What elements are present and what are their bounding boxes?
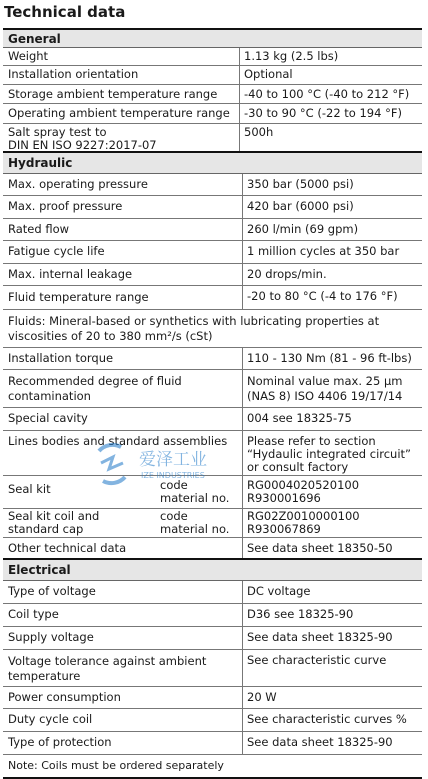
value-line: Please refer to section bbox=[247, 434, 376, 448]
table-row bbox=[3, 687, 422, 709]
table-row bbox=[3, 124, 422, 153]
row-label: Lines bodies and standard assemblies bbox=[3, 431, 243, 475]
row-value: -20 to 80 °C (-4 to 176 °F) bbox=[247, 289, 398, 303]
row-label: Other technical data bbox=[3, 538, 243, 558]
table-row bbox=[3, 650, 422, 687]
row-value: DC voltage bbox=[247, 584, 311, 598]
row-label: Installation orientation bbox=[3, 66, 240, 84]
table-row bbox=[3, 104, 422, 124]
table-row bbox=[3, 286, 422, 310]
row-label bbox=[3, 509, 243, 537]
material-label: material no. bbox=[160, 491, 230, 505]
row-value bbox=[243, 431, 422, 475]
row-value bbox=[243, 509, 422, 537]
fluids-text bbox=[3, 310, 422, 347]
row-label: Duty cycle coil bbox=[3, 709, 243, 731]
seal-kit-label: Seal kit bbox=[8, 482, 51, 496]
table-row bbox=[3, 348, 422, 370]
table-row bbox=[3, 604, 422, 627]
label-line: temperature bbox=[8, 669, 81, 683]
row-value: 20 drops/min. bbox=[247, 267, 327, 281]
row-label: Type of protection bbox=[3, 732, 243, 754]
row-label: Type of voltage bbox=[3, 581, 243, 603]
label-line: contamination bbox=[8, 389, 91, 403]
row-value: See data sheet 18325-90 bbox=[247, 630, 393, 644]
table-row bbox=[3, 755, 422, 779]
value-line: Nominal value max. 25 µm bbox=[247, 374, 403, 388]
table-row bbox=[3, 476, 422, 509]
row-value: Optional bbox=[244, 67, 293, 81]
label-line: DIN EN ISO 9227:2017-07 bbox=[8, 138, 157, 152]
code-label: code bbox=[160, 509, 188, 523]
value-line: R930067869 bbox=[247, 522, 321, 536]
label-line: Recommended degree of fluid bbox=[8, 374, 182, 388]
section-header-general: General bbox=[3, 30, 422, 48]
value-line: (NAS 8) ISO 4406 19/17/14 bbox=[247, 389, 403, 403]
table-row bbox=[3, 627, 422, 650]
watermark-en-text: IZE INDUSTRIES bbox=[141, 471, 205, 480]
row-value: See characteristic curves % bbox=[247, 712, 407, 726]
row-value: 110 - 130 Nm (81 - 96 ft-lbs) bbox=[247, 351, 412, 365]
value-line: RG0004020520100 bbox=[247, 478, 360, 492]
row-label bbox=[3, 650, 243, 686]
row-value: See data sheet 18350-50 bbox=[247, 541, 393, 555]
table-row bbox=[3, 264, 422, 286]
table-row bbox=[3, 66, 422, 85]
row-label: Fatigue cycle life bbox=[3, 241, 243, 263]
table-row bbox=[3, 581, 422, 604]
table-row bbox=[3, 196, 422, 219]
label-line: standard cap bbox=[8, 522, 84, 536]
table-row bbox=[3, 509, 422, 538]
row-value: -30 to 90 °C (-22 to 194 °F) bbox=[244, 106, 402, 120]
row-label: Rated flow bbox=[3, 219, 243, 240]
row-label bbox=[3, 124, 240, 151]
row-label bbox=[3, 370, 243, 407]
section-header-hydraulic: Hydraulic bbox=[3, 153, 422, 174]
label-line: Seal kit coil and bbox=[8, 509, 100, 523]
technical-data-table bbox=[3, 28, 422, 779]
value-line: “Hydaulic integrated circuit” bbox=[247, 447, 412, 461]
seal-kit-coil-label bbox=[8, 510, 160, 537]
row-value: 004 see 18325-75 bbox=[247, 411, 352, 425]
table-row bbox=[3, 709, 422, 732]
row-value: -40 to 100 °C (-40 to 212 °F) bbox=[244, 87, 410, 101]
text-line: viscosities of 20 to 380 mm²/s (cSt) bbox=[8, 329, 213, 343]
row-label: Operating ambient temperature range bbox=[3, 104, 240, 123]
row-value: 420 bar (6000 psi) bbox=[247, 199, 354, 213]
row-value: D36 see 18325-90 bbox=[247, 607, 354, 621]
table-row bbox=[3, 538, 422, 560]
row-label: Fluid temperature range bbox=[3, 286, 243, 309]
row-label: Max. operating pressure bbox=[3, 174, 243, 195]
row-label: Power consumption bbox=[3, 687, 243, 708]
row-value bbox=[243, 476, 422, 508]
note-text: Note: Coils must be ordered separately bbox=[8, 759, 224, 772]
row-label: Weight bbox=[3, 48, 240, 65]
row-value: See data sheet 18325-90 bbox=[247, 735, 393, 749]
row-value: 1 million cycles at 350 bar bbox=[247, 244, 400, 258]
table-row bbox=[3, 431, 422, 476]
value-line: or consult factory bbox=[247, 460, 349, 474]
material-label: material no. bbox=[160, 522, 230, 536]
page-title: Technical data bbox=[4, 3, 126, 21]
row-value: 500h bbox=[244, 125, 274, 139]
row-value: 20 W bbox=[247, 690, 277, 704]
label-line: Voltage tolerance against ambient bbox=[8, 654, 207, 668]
row-label: Max. proof pressure bbox=[3, 196, 243, 218]
table-row bbox=[3, 732, 422, 755]
row-label: Installation torque bbox=[3, 348, 243, 369]
row-label bbox=[3, 476, 243, 508]
watermark-cn-text: 爱泽工业 bbox=[139, 450, 207, 470]
table-row bbox=[3, 48, 422, 66]
row-label: Supply voltage bbox=[3, 627, 243, 649]
table-row bbox=[3, 174, 422, 196]
row-value bbox=[243, 370, 422, 407]
table-row bbox=[3, 219, 422, 241]
row-label: Max. internal leakage bbox=[3, 264, 243, 285]
row-label: Special cavity bbox=[3, 408, 243, 430]
code-labels bbox=[160, 479, 242, 508]
table-row bbox=[3, 310, 422, 348]
row-label: Coil type bbox=[3, 604, 243, 626]
row-label: Storage ambient temperature range bbox=[3, 85, 240, 103]
row-value: 260 l/min (69 gpm) bbox=[247, 222, 359, 236]
section-header-electrical: Electrical bbox=[3, 560, 422, 581]
label-line: Salt spray test to bbox=[8, 125, 107, 139]
text-line: Fluids: Mineral-based or synthetics with lubricating properties at bbox=[8, 314, 380, 328]
table-row bbox=[3, 241, 422, 264]
value-line: RG02Z0010000100 bbox=[247, 509, 360, 523]
table-row bbox=[3, 408, 422, 431]
code-label: code bbox=[160, 478, 188, 492]
row-value: 1.13 kg (2.5 lbs) bbox=[244, 49, 339, 63]
value-line: R930001696 bbox=[247, 491, 321, 505]
row-value: See characteristic curve bbox=[247, 653, 387, 667]
table-row bbox=[3, 370, 422, 408]
row-value: 350 bar (5000 psi) bbox=[247, 177, 354, 191]
table-row bbox=[3, 85, 422, 104]
code-labels bbox=[160, 510, 242, 537]
